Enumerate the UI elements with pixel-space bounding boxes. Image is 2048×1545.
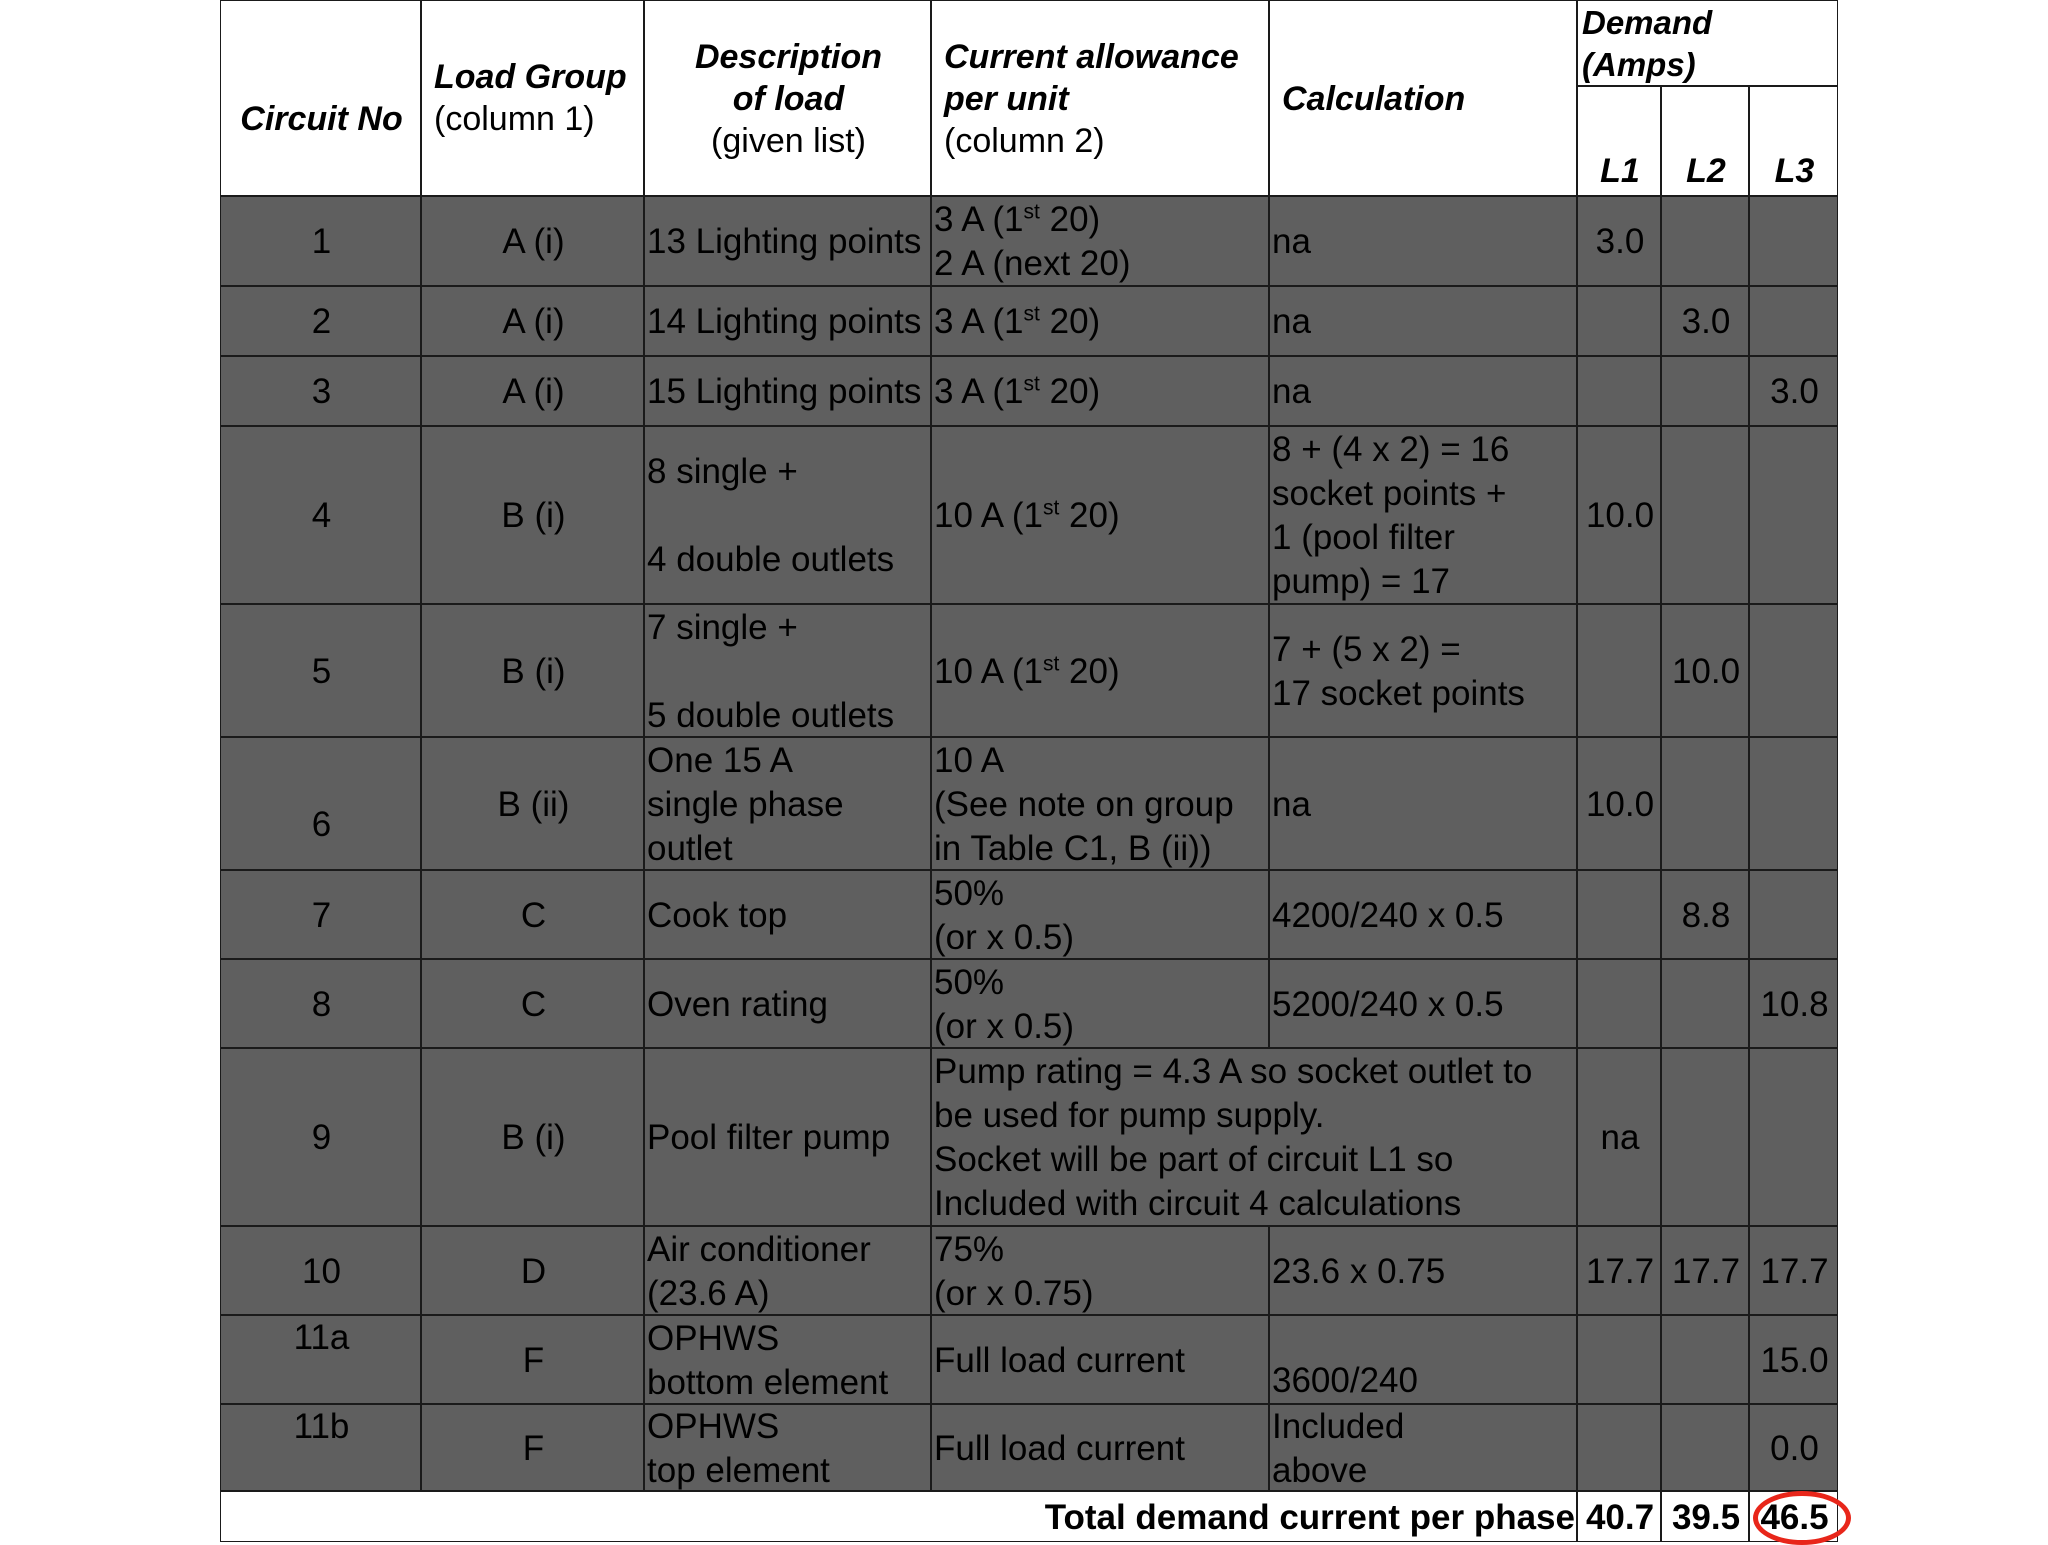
demand-l2-cell bbox=[1661, 426, 1749, 604]
load-group: A (i) bbox=[502, 372, 565, 411]
header-phase-l3 bbox=[1749, 86, 1838, 196]
demand-l3-cell bbox=[1749, 356, 1838, 426]
circuit-no-cell bbox=[220, 604, 421, 737]
total-l3-value: 46.5 bbox=[1760, 1498, 1829, 1537]
allowance-cell bbox=[931, 426, 1269, 604]
header-phase-l3-label: L3 bbox=[1774, 152, 1815, 190]
load-group-cell bbox=[421, 959, 644, 1048]
allowance-text: 75% bbox=[934, 1230, 1005, 1269]
header-description bbox=[644, 0, 931, 196]
demand-l2-cell bbox=[1661, 1315, 1749, 1404]
allowance-text: 10 A bbox=[934, 741, 1005, 780]
header-circuit-no-label: Circuit No bbox=[240, 100, 403, 138]
load-group-cell bbox=[421, 737, 644, 870]
load-group: A (i) bbox=[502, 302, 565, 341]
load-group: D bbox=[520, 1252, 547, 1291]
allowance-text: (or x 0.5) bbox=[934, 918, 1075, 957]
calculation-cell bbox=[1269, 356, 1577, 426]
header-phase-l1-label: L1 bbox=[1600, 152, 1640, 190]
description-text: bottom element bbox=[647, 1363, 889, 1402]
description-text: 8 single + bbox=[647, 452, 798, 491]
description-text: 15 Lighting points bbox=[647, 372, 922, 411]
header-demand-label-2: (Amps) bbox=[1582, 46, 1696, 83]
header-load-group-label: Load Group bbox=[434, 58, 627, 96]
description-text: Air conditioner bbox=[647, 1230, 871, 1269]
description-text: 7 single + bbox=[647, 608, 798, 647]
header-load-group-sub: (column 1) bbox=[434, 100, 595, 138]
circuit-no: 9 bbox=[311, 1118, 332, 1157]
description-cell bbox=[644, 1404, 931, 1491]
allowance-text: Socket will be part of circuit L1 so bbox=[934, 1140, 1454, 1179]
description-cell bbox=[644, 959, 931, 1048]
allowance-text: 10 A (1st 20) bbox=[934, 496, 1120, 535]
header-description-sub: (given list) bbox=[711, 122, 866, 160]
allowance-text: (See note on group bbox=[934, 785, 1234, 824]
circuit-no-cell bbox=[220, 286, 421, 356]
allowance-cell bbox=[931, 1048, 1577, 1226]
circuit-no: 11b bbox=[293, 1407, 350, 1446]
demand-l3-value: 0.0 bbox=[1770, 1429, 1819, 1468]
demand-l1-value: 10.0 bbox=[1585, 496, 1655, 535]
demand-l3-value: 3.0 bbox=[1770, 372, 1819, 411]
header-phase-l1 bbox=[1577, 86, 1661, 196]
allowance-cell bbox=[931, 1315, 1269, 1404]
description-text: (23.6 A) bbox=[647, 1274, 770, 1313]
circuit-no-cell bbox=[220, 737, 421, 870]
demand-l1-cell bbox=[1577, 356, 1661, 426]
circuit-no: 5 bbox=[311, 652, 332, 691]
calculation-text: 8 + (4 x 2) = 16 bbox=[1272, 430, 1510, 469]
demand-l2-cell bbox=[1661, 959, 1749, 1048]
load-group-cell bbox=[421, 1315, 644, 1404]
description-cell bbox=[644, 196, 931, 286]
load-group-cell bbox=[421, 604, 644, 737]
calculation-cell bbox=[1269, 737, 1577, 870]
demand-l2-cell bbox=[1661, 870, 1749, 959]
demand-l2-value: 17.7 bbox=[1671, 1252, 1741, 1291]
demand-l3-cell bbox=[1749, 196, 1838, 286]
header-description-label: Description bbox=[694, 38, 883, 76]
calculation-text: socket points + bbox=[1272, 474, 1507, 513]
allowance-text: 3 A (1st 20) bbox=[934, 372, 1101, 411]
calculation-text: na bbox=[1272, 372, 1311, 411]
header-description-label-2: of load bbox=[732, 80, 845, 118]
allowance-text: Full load current bbox=[934, 1429, 1185, 1468]
header-current-label-2: per unit bbox=[944, 80, 1069, 118]
total-l1-cell bbox=[1577, 1491, 1661, 1542]
allowance-cell bbox=[931, 959, 1269, 1048]
load-group: B (i) bbox=[501, 1118, 566, 1157]
load-group: B (i) bbox=[501, 652, 566, 691]
load-group-cell bbox=[421, 356, 644, 426]
description-text: Oven rating bbox=[647, 985, 828, 1024]
allowance-text: Pump rating = 4.3 A so socket outlet to bbox=[934, 1052, 1533, 1091]
load-group: F bbox=[522, 1341, 545, 1380]
load-group-cell bbox=[421, 426, 644, 604]
header-current-sub: (column 2) bbox=[944, 122, 1105, 160]
load-group-cell bbox=[421, 1226, 644, 1315]
allowance-text: Full load current bbox=[934, 1341, 1185, 1380]
calculation-cell bbox=[1269, 870, 1577, 959]
calculation-cell bbox=[1269, 196, 1577, 286]
allowance-text: 50% bbox=[934, 874, 1005, 913]
load-group: C bbox=[520, 985, 547, 1024]
allowance-text: 50% bbox=[934, 963, 1005, 1002]
description-cell bbox=[644, 426, 931, 604]
description-text: OPHWS bbox=[647, 1407, 780, 1446]
calculation-cell bbox=[1269, 1315, 1577, 1404]
demand-l2-cell bbox=[1661, 356, 1749, 426]
circuit-no: 8 bbox=[311, 985, 332, 1024]
header-circuit-no bbox=[220, 0, 421, 196]
calculation-cell bbox=[1269, 604, 1577, 737]
description-cell bbox=[644, 1315, 931, 1404]
demand-l1-cell bbox=[1577, 196, 1661, 286]
total-label: Total demand current per phase bbox=[1044, 1498, 1575, 1537]
demand-l3-value: 15.0 bbox=[1760, 1341, 1829, 1380]
allowance-text: 3 A (1st 20) bbox=[934, 302, 1101, 341]
demand-l3-cell bbox=[1749, 286, 1838, 356]
allowance-cell bbox=[931, 356, 1269, 426]
demand-l1-value: 3.0 bbox=[1595, 222, 1645, 261]
demand-l1-cell bbox=[1577, 286, 1661, 356]
circuit-no: 7 bbox=[311, 896, 332, 935]
calculation-text: 1 (pool filter bbox=[1272, 518, 1455, 557]
circuit-no-cell bbox=[220, 870, 421, 959]
description-cell bbox=[644, 286, 931, 356]
circuit-no-cell bbox=[220, 1226, 421, 1315]
allowance-text: be used for pump supply. bbox=[934, 1096, 1325, 1135]
description-text: 4 double outlets bbox=[647, 540, 895, 579]
header-demand bbox=[1577, 0, 1838, 86]
calculation-text: 23.6 x 0.75 bbox=[1272, 1252, 1446, 1291]
demand-l2-cell bbox=[1661, 1404, 1749, 1491]
description-text: top element bbox=[647, 1451, 830, 1490]
total-l2-value: 39.5 bbox=[1671, 1498, 1741, 1537]
header-demand-label: Demand bbox=[1582, 4, 1713, 41]
demand-l2-cell bbox=[1661, 604, 1749, 737]
demand-l3-cell bbox=[1749, 1404, 1838, 1491]
description-cell bbox=[644, 870, 931, 959]
calculation-text: 5200/240 x 0.5 bbox=[1272, 985, 1504, 1024]
load-group: C bbox=[520, 896, 547, 935]
circuit-no: 2 bbox=[311, 302, 332, 341]
header-current-allowance bbox=[931, 0, 1269, 196]
demand-l3-value: 10.8 bbox=[1760, 985, 1829, 1024]
demand-l1-cell bbox=[1577, 737, 1661, 870]
demand-l3-cell bbox=[1749, 1226, 1838, 1315]
demand-l1-cell bbox=[1577, 1226, 1661, 1315]
load-group: B (i) bbox=[501, 496, 566, 535]
demand-l1-cell bbox=[1577, 604, 1661, 737]
description-text: One 15 A bbox=[647, 741, 793, 780]
load-group-cell bbox=[421, 1404, 644, 1491]
load-group: F bbox=[522, 1429, 545, 1468]
demand-l2-value: 10.0 bbox=[1671, 652, 1741, 691]
circuit-no: 4 bbox=[311, 496, 332, 535]
calculation-text: na bbox=[1272, 222, 1311, 261]
load-group-cell bbox=[421, 286, 644, 356]
allowance-cell bbox=[931, 870, 1269, 959]
allowance-text: (or x 0.5) bbox=[934, 1007, 1075, 1046]
demand-l1-cell bbox=[1577, 1404, 1661, 1491]
demand-l1-cell bbox=[1577, 959, 1661, 1048]
demand-table bbox=[220, 0, 1838, 1542]
description-text: single phase bbox=[647, 785, 844, 824]
calculation-text: 17 socket points bbox=[1272, 674, 1525, 713]
circuit-no: 3 bbox=[311, 372, 332, 411]
demand-l1-cell bbox=[1577, 1315, 1661, 1404]
circuit-no: 11a bbox=[293, 1318, 350, 1357]
load-group: A (i) bbox=[502, 222, 565, 261]
demand-l2-cell bbox=[1661, 737, 1749, 870]
allowance-text: 2 A (next 20) bbox=[934, 244, 1131, 283]
demand-l1-cell bbox=[1577, 870, 1661, 959]
description-cell bbox=[644, 356, 931, 426]
circuit-no: 10 bbox=[302, 1252, 341, 1291]
allowance-text: in Table C1, B (ii)) bbox=[934, 829, 1212, 868]
demand-l3-cell bbox=[1749, 604, 1838, 737]
allowance-text: 10 A (1st 20) bbox=[934, 652, 1120, 691]
demand-l1-value: na bbox=[1600, 1118, 1640, 1157]
demand-l2-cell bbox=[1661, 196, 1749, 286]
allowance-cell bbox=[931, 196, 1269, 286]
calculation-text: Included bbox=[1272, 1407, 1405, 1446]
demand-l3-cell bbox=[1749, 1048, 1838, 1226]
demand-l2-value: 8.8 bbox=[1681, 896, 1731, 935]
description-cell bbox=[644, 1048, 931, 1226]
description-cell bbox=[644, 604, 931, 737]
demand-l1-value: 10.0 bbox=[1585, 785, 1655, 824]
allowance-cell bbox=[931, 286, 1269, 356]
calculation-cell bbox=[1269, 426, 1577, 604]
allowance-text: 3 A (1st 20) bbox=[934, 200, 1101, 239]
description-text: outlet bbox=[647, 829, 733, 868]
description-cell bbox=[644, 737, 931, 870]
total-label-cell bbox=[220, 1491, 1577, 1542]
load-group-cell bbox=[421, 1048, 644, 1226]
description-text: 14 Lighting points bbox=[647, 302, 922, 341]
header-calculation-label: Calculation bbox=[1282, 80, 1466, 118]
calculation-text: 3600/240 bbox=[1272, 1361, 1418, 1400]
description-cell bbox=[644, 1226, 931, 1315]
circuit-no: 1 bbox=[311, 222, 332, 261]
load-group: B (ii) bbox=[497, 785, 570, 824]
calculation-text: above bbox=[1272, 1451, 1368, 1490]
header-phase-l2-label: L2 bbox=[1686, 152, 1726, 190]
description-text: 5 double outlets bbox=[647, 696, 895, 735]
calculation-text: 7 + (5 x 2) = bbox=[1272, 630, 1461, 669]
allowance-cell bbox=[931, 737, 1269, 870]
total-l1-value: 40.7 bbox=[1585, 1498, 1655, 1537]
demand-l3-value: 17.7 bbox=[1760, 1252, 1829, 1291]
calculation-text: na bbox=[1272, 785, 1311, 824]
total-l2-cell bbox=[1661, 1491, 1749, 1542]
description-text: OPHWS bbox=[647, 1319, 780, 1358]
demand-l2-cell bbox=[1661, 1048, 1749, 1226]
header-phase-l2 bbox=[1661, 86, 1749, 196]
header-calculation bbox=[1269, 0, 1577, 196]
load-group-cell bbox=[421, 870, 644, 959]
circuit-no-cell bbox=[220, 356, 421, 426]
demand-l3-cell bbox=[1749, 870, 1838, 959]
circuit-no-cell bbox=[220, 1404, 421, 1491]
circuit-no-cell bbox=[220, 1048, 421, 1226]
circuit-no-cell bbox=[220, 196, 421, 286]
circuit-no-cell bbox=[220, 426, 421, 604]
allowance-cell bbox=[931, 1226, 1269, 1315]
allowance-cell bbox=[931, 604, 1269, 737]
calculation-text: 4200/240 x 0.5 bbox=[1272, 896, 1504, 935]
demand-l1-cell bbox=[1577, 426, 1661, 604]
highlight-circle bbox=[1753, 1491, 1851, 1545]
calculation-cell bbox=[1269, 1226, 1577, 1315]
description-text: Cook top bbox=[647, 896, 788, 935]
allowance-cell bbox=[931, 1404, 1269, 1491]
demand-l2-cell bbox=[1661, 1226, 1749, 1315]
circuit-no: 6 bbox=[311, 805, 332, 844]
description-text: Pool filter pump bbox=[647, 1118, 891, 1157]
demand-l3-cell bbox=[1749, 1315, 1838, 1404]
demand-l2-value: 3.0 bbox=[1681, 302, 1731, 341]
calculation-cell bbox=[1269, 286, 1577, 356]
allowance-text: (or x 0.75) bbox=[934, 1274, 1094, 1313]
demand-l3-cell bbox=[1749, 959, 1838, 1048]
calculation-cell bbox=[1269, 959, 1577, 1048]
demand-l2-cell bbox=[1661, 286, 1749, 356]
calculation-text: na bbox=[1272, 302, 1311, 341]
demand-l3-cell bbox=[1749, 426, 1838, 604]
calculation-text: pump) = 17 bbox=[1272, 562, 1451, 601]
circuit-no-cell bbox=[220, 1315, 421, 1404]
demand-l1-cell bbox=[1577, 1048, 1661, 1226]
header-current-label: Current allowance bbox=[944, 38, 1239, 76]
demand-l1-value: 17.7 bbox=[1585, 1252, 1655, 1291]
calculation-cell bbox=[1269, 1404, 1577, 1491]
circuit-no-cell bbox=[220, 959, 421, 1048]
allowance-text: Included with circuit 4 calculations bbox=[934, 1184, 1462, 1223]
description-text: 13 Lighting points bbox=[647, 222, 922, 261]
demand-l3-cell bbox=[1749, 737, 1838, 870]
load-group-cell bbox=[421, 196, 644, 286]
header-load-group bbox=[421, 0, 644, 196]
